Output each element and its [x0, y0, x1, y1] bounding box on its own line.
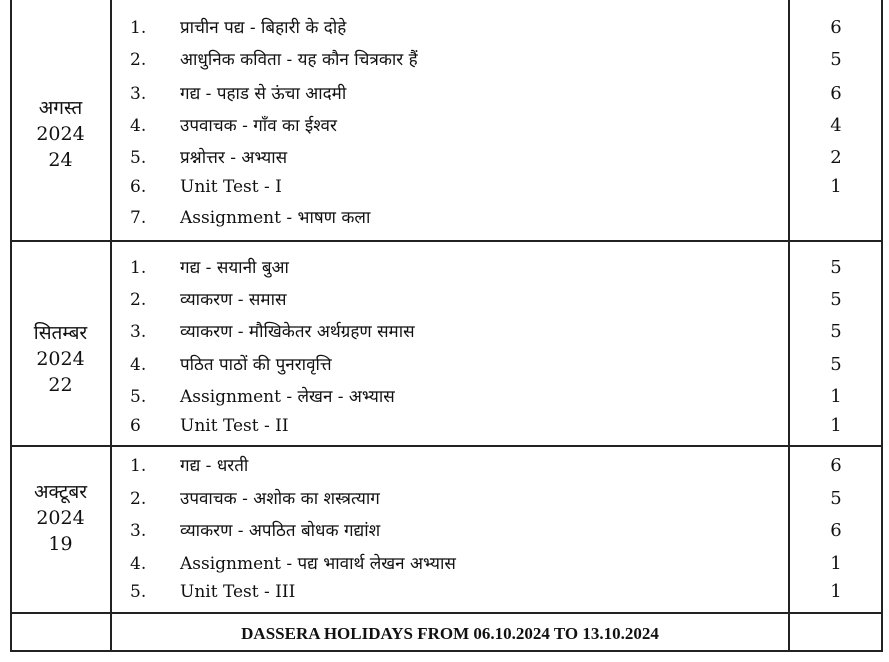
- row-number: 1.: [130, 456, 147, 476]
- row-periods: 5: [830, 321, 842, 342]
- row-number: 5.: [130, 148, 147, 168]
- table-row: [112, 484, 788, 514]
- month-name: सितम्बर: [33, 322, 88, 344]
- row-topic: गद्य - धरती: [180, 456, 249, 476]
- table-row: [112, 172, 788, 202]
- row-periods: 1: [830, 415, 842, 436]
- row-periods: 4: [830, 115, 842, 136]
- section-divider-2: [10, 445, 883, 447]
- table-row: [112, 549, 788, 579]
- table-row: [112, 203, 788, 233]
- row-number: 4.: [130, 355, 147, 375]
- row-periods: 1: [830, 176, 842, 197]
- row-topic: गद्य - पहाड से ऊंचा आदमी: [180, 84, 347, 104]
- row-number: 2.: [130, 50, 147, 70]
- table-row: [112, 13, 788, 43]
- row-number: 6.: [130, 177, 147, 197]
- month-cell-october: [11, 479, 110, 557]
- row-periods: 2: [830, 147, 842, 168]
- row-number: 3.: [130, 84, 147, 104]
- row-topic: व्याकरण - अपठित बोधक गद्यांश: [180, 521, 381, 541]
- row-number: 3.: [130, 521, 147, 541]
- row-periods: 1: [830, 553, 842, 574]
- row-number: 4.: [130, 554, 147, 574]
- row-number: 1.: [130, 258, 147, 278]
- row-topic: पठित पाठों की पुनरावृत्ति: [180, 355, 332, 375]
- table-row: [112, 253, 788, 283]
- row-periods: 1: [830, 386, 842, 407]
- section-divider-1: [10, 240, 883, 242]
- month-cell-august: [11, 95, 110, 173]
- row-topic: प्राचीन पद्य - बिहारी के दोहे: [180, 18, 347, 38]
- table-row: [112, 451, 788, 481]
- row-number: 2.: [130, 290, 147, 310]
- row-periods: 6: [830, 17, 842, 38]
- row-topic: Unit Test - III: [180, 582, 296, 602]
- table-row: [112, 285, 788, 315]
- row-number: 7.: [130, 208, 147, 228]
- month-name: अगस्त: [38, 97, 83, 119]
- row-periods: 6: [830, 83, 842, 104]
- row-number: 1.: [130, 18, 147, 38]
- month-days: 24: [48, 149, 73, 171]
- row-number: 4.: [130, 116, 147, 136]
- row-number: 6: [130, 416, 141, 436]
- table-row: [112, 350, 788, 380]
- month-year: 2024: [36, 348, 85, 370]
- row-periods: 5: [830, 257, 842, 278]
- table-row: [112, 79, 788, 109]
- row-number: 5.: [130, 387, 147, 407]
- row-topic: Assignment - पद्य भावार्थ लेखन अभ्यास: [180, 554, 456, 574]
- table-row: [112, 143, 788, 173]
- row-periods: 5: [830, 289, 842, 310]
- row-topic: आधुनिक कविता - यह कौन चित्रकार हैं: [180, 50, 418, 70]
- month-year: 2024: [36, 507, 85, 529]
- row-periods: 5: [830, 488, 842, 509]
- row-number: 2.: [130, 489, 147, 509]
- row-topic: प्रश्नोत्तर - अभ्यास: [180, 148, 288, 168]
- table-row: [112, 111, 788, 141]
- row-topic: Assignment - लेखन - अभ्यास: [180, 387, 395, 407]
- row-periods: 5: [830, 49, 842, 70]
- table-row: [112, 382, 788, 412]
- month-name: अक्टूबर: [33, 481, 88, 503]
- table-row: [112, 411, 788, 441]
- row-topic: Unit Test - I: [180, 177, 282, 197]
- row-periods: 1: [830, 581, 842, 602]
- row-topic: व्याकरण - समास: [180, 290, 287, 310]
- table-row: [112, 516, 788, 546]
- table-row: [112, 577, 788, 607]
- row-topic: गद्य - सयानी बुआ: [180, 258, 289, 278]
- holiday-notice: DASSERA HOLIDAYS FROM 06.10.2024 TO 13.10.2024: [241, 624, 659, 643]
- row-periods: 5: [830, 354, 842, 375]
- month-days: 22: [48, 374, 73, 396]
- month-days: 19: [48, 533, 73, 555]
- month-year: 2024: [36, 123, 85, 145]
- section-divider-3: [10, 612, 883, 614]
- row-topic: Assignment - भाषण कला: [180, 208, 371, 228]
- row-periods: 6: [830, 455, 842, 476]
- month-cell-september: [11, 320, 110, 398]
- row-number: 3.: [130, 322, 147, 342]
- row-number: 5.: [130, 582, 147, 602]
- table-border-bottom: [10, 650, 883, 652]
- row-topic: उपवाचक - गाँव का ईश्वर: [180, 116, 337, 136]
- row-topic: उपवाचक - अशोक का शस्त्रत्याग: [180, 489, 380, 509]
- table-row: [112, 45, 788, 75]
- row-periods: 6: [830, 520, 842, 541]
- row-topic: व्याकरण - मौखिकेतर अर्थग्रहण समास: [180, 322, 415, 342]
- row-topic: Unit Test - II: [180, 416, 289, 436]
- table-row: [112, 317, 788, 347]
